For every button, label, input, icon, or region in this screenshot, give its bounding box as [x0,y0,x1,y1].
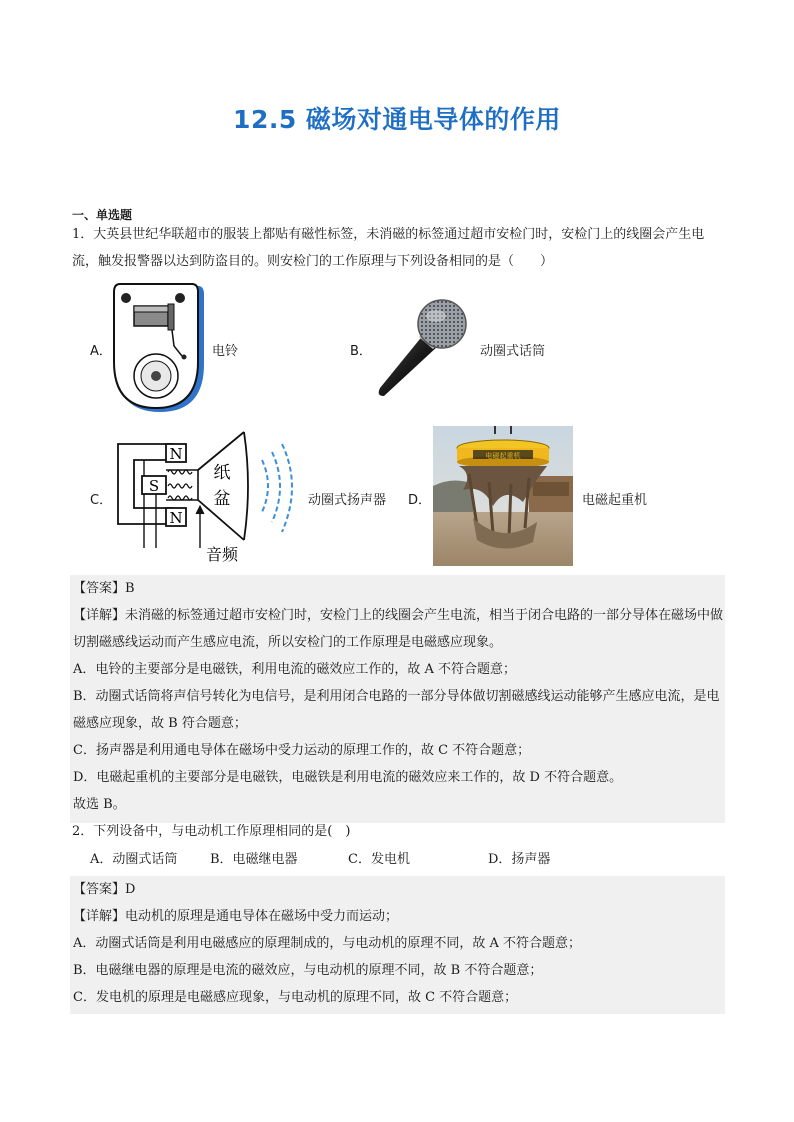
question-1-detail-b: B．动圈式话筒将声信号转化为电信号，是利用闭合电路的一部分导体做切割磁感线运动能够产生感应电流，是电磁感应现象，故 B 符合题意； [73,689,720,731]
magnet-s-label: S [148,477,160,495]
microphone-figure [372,296,472,400]
question-1-answer-block [70,575,725,823]
answer-value: D [125,882,136,897]
question-1-detail-c: C．扬声器是利用通电导体在磁场中受力运动的原理工作的，故 C 不符合题意； [73,743,531,758]
option-d-label: D． [408,493,432,508]
option-c-text: 动圈式扬声器 [308,493,387,508]
magnet-n-bottom-label: N [169,509,183,527]
option-c-label: C． [90,493,113,508]
question-1-detail-a: A．电铃的主要部分是电磁铁，利用电流的磁效应工作的，故 A 不符合题意； [73,662,517,677]
page-title: 12.5 磁场对通电导体的作用 [233,105,561,134]
question-1-conclusion: 故选 B。 [73,797,126,812]
answer-tag: 【答案】 [73,581,126,596]
option-a-label: A． [90,344,112,359]
q2-option-c: C．发电机 [348,852,410,867]
paper-cone-label-1: 纸 [213,463,231,483]
question-2-detail-c: C．发电机的原理是电磁感应现象，与电动机的原理不同，故 C 不符合题意； [73,990,518,1005]
option-d-text: 电磁起重机 [582,493,648,508]
question-2-answer [70,876,725,903]
crane-sign-text: 电磁起重机 [485,452,521,460]
electric-bell-figure [112,284,206,416]
question-2-detail-a: A．动圈式话筒是利用电磁感应的原理制成的，与电动机的原理不同，故 A 不符合题意； [73,936,582,951]
option-b-text: 动圈式话筒 [480,344,546,359]
question-1-answer [70,575,725,602]
question-2-answer-block [70,876,725,1014]
question-2-options [0,848,794,872]
detail-tag: 【详解】 [73,909,126,924]
question-1-detail-d: D．电磁起重机的主要部分是电磁铁，电磁铁是利用电流的磁效应来工作的，故 D 不符合题意。 [73,770,623,785]
audio-label: 音频 [205,545,239,564]
option-a-text: 电铃 [212,344,239,359]
detail-tag: 【详解】 [73,608,126,623]
question-2-stem: 2．下列设备中，与电动机工作原理相同的是( ) [72,824,351,839]
option-b-label: B． [350,344,372,359]
question-2-detail-b: B．电磁继电器的原理是电流的磁效应，与电动机的原理不同，故 B 不符合题意； [73,963,543,978]
answer-value: B [125,581,135,596]
question-1-stem: 1．大英县世纪华联超市的服装上都贴有磁性标签，未消磁的标签通过超市安检门时，安检门上的线圈会产生电流，触发报警器以达到防盗目的。则安检门的工作原理与下列设备相同的是（ ） [72,227,705,269]
question-2-detail-intro: 【详解】电动机的原理是通电导体在磁场中受力而运动； [73,909,399,924]
section-heading: 一、单选题 [72,208,133,222]
paper-cone-label-2: 盆 [213,489,231,509]
q2-option-d: D．扬声器 [488,852,551,867]
electromagnetic-crane-photo [433,426,573,566]
answer-tag: 【答案】 [73,882,126,897]
q2-option-a: A．动圈式话筒 [90,852,178,867]
loudspeaker-figure [112,430,302,566]
q2-option-b: B．电磁继电器 [210,852,298,867]
magnet-n-top-label: N [169,445,183,463]
question-1-detail-intro: 【详解】未消磁的标签通过超市安检门时，安检门上的线圈会产生电流，相当于闭合电路的一部分导体在磁场中做切割磁感线运动而产生感应电流，所以安检门的工作原理是电磁感应现象。 [73,608,724,650]
